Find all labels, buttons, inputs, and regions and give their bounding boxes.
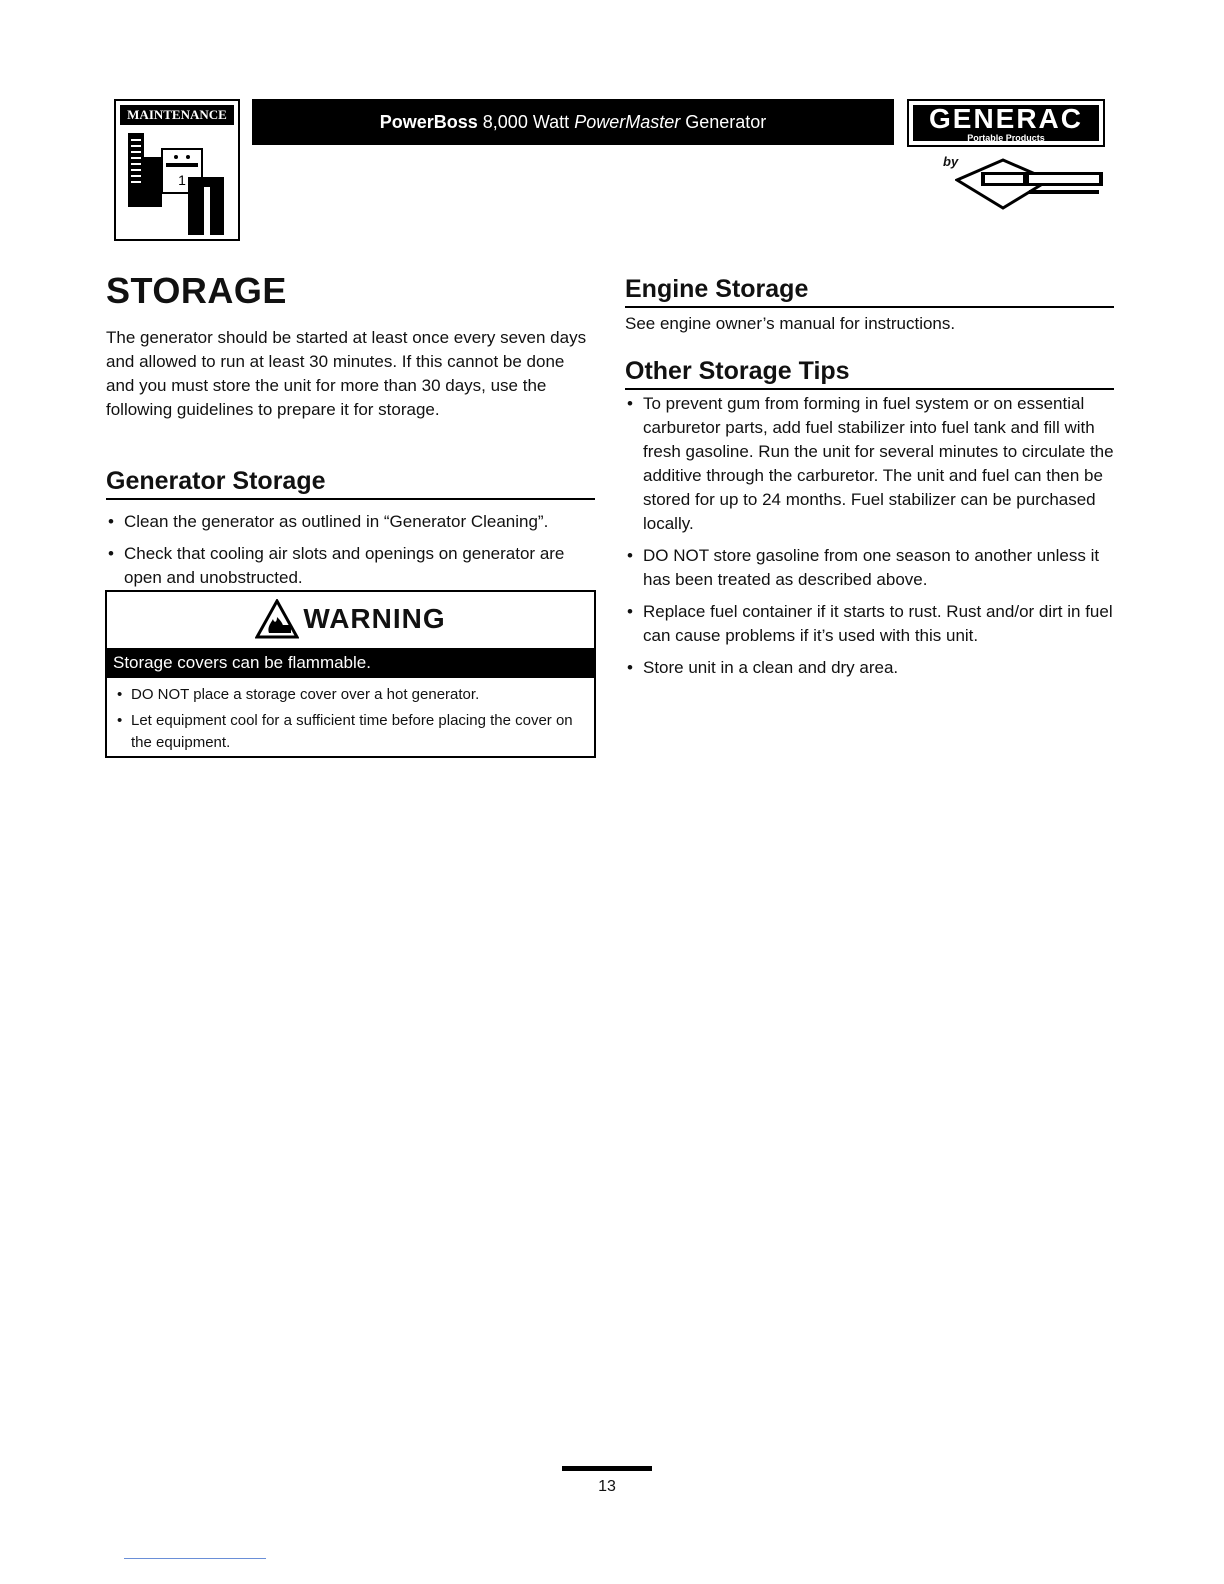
title-end: Generator [685,111,767,132]
maintenance-label: MAINTENANCE [120,105,234,125]
intro-paragraph: The generator should be started at least once every seven days and allowed to run at least 30 minutes. If this cannot be done and you must store the unit for more than 30 days, use the following guidelines to prepare it for storage. [106,328,587,419]
logo-subtitle: Portable Products [967,133,1045,143]
by-label: by [943,154,959,169]
list-item: • Replace fuel container if it starts to rust. Rust and/or dirt in fuel can cause problems if it’s used with this unit. [625,600,1114,648]
warning-label: WARNING [303,603,446,634]
partner-logo-icon [955,158,1105,210]
footer-divider [124,1558,266,1559]
calendar-wrench-icon [122,129,234,237]
storage-tips-list [625,392,1114,688]
warning-box [105,590,596,758]
title-brand: PowerBoss [379,111,478,132]
page-title: STORAGE [106,270,287,311]
page-number: 13 [598,1478,616,1495]
list-item: • DO NOT store gasoline from one season to another unless it has been treated as described above. [625,544,1114,592]
list-item: • DO NOT place a storage cover over a hot generator. [115,684,586,706]
list-item: • Clean the generator as outlined in “Generator Cleaning”. [106,510,595,534]
logo-name: GENERAC [928,103,1083,134]
flammable-warning-icon [255,599,299,639]
list-item: • To prevent gum from forming in fuel system or on essential carburetor parts, add fuel stabilizer into fuel tank and fill with fresh gasoline. Run the unit for several minutes to circulate the additive through the carburetor. The unit and fuel can then be stored for up to 24 months. Fuel stabilizer can be purchased locally. [625,392,1114,536]
engine-storage-heading: Engine Storage [625,274,1114,308]
page-number-rule [562,1466,652,1471]
warning-list [115,684,586,758]
warning-banner: Storage covers can be flammable. [107,648,594,678]
list-item: • Store unit in a clean and dry area. [625,656,1114,680]
other-storage-tips-heading: Other Storage Tips [625,356,1114,390]
maintenance-badge [114,99,240,241]
list-item: • Check that cooling air slots and openings on generator are open and unobstructed. [106,542,595,590]
engine-storage-text: See engine owner’s manual for instructions. [625,314,956,333]
svg-text:1: 1 [178,172,186,188]
generator-storage-list [106,510,595,598]
generac-logo [907,99,1105,147]
title-model: PowerMaster [574,111,681,132]
generator-storage-heading: Generator Storage [106,466,595,500]
title-middle: 8,000 Watt [482,111,570,132]
list-item: • Let equipment cool for a sufficient time before placing the cover on the equipment. [115,710,586,754]
document-title-bar [252,99,894,145]
warning-header [107,596,594,642]
